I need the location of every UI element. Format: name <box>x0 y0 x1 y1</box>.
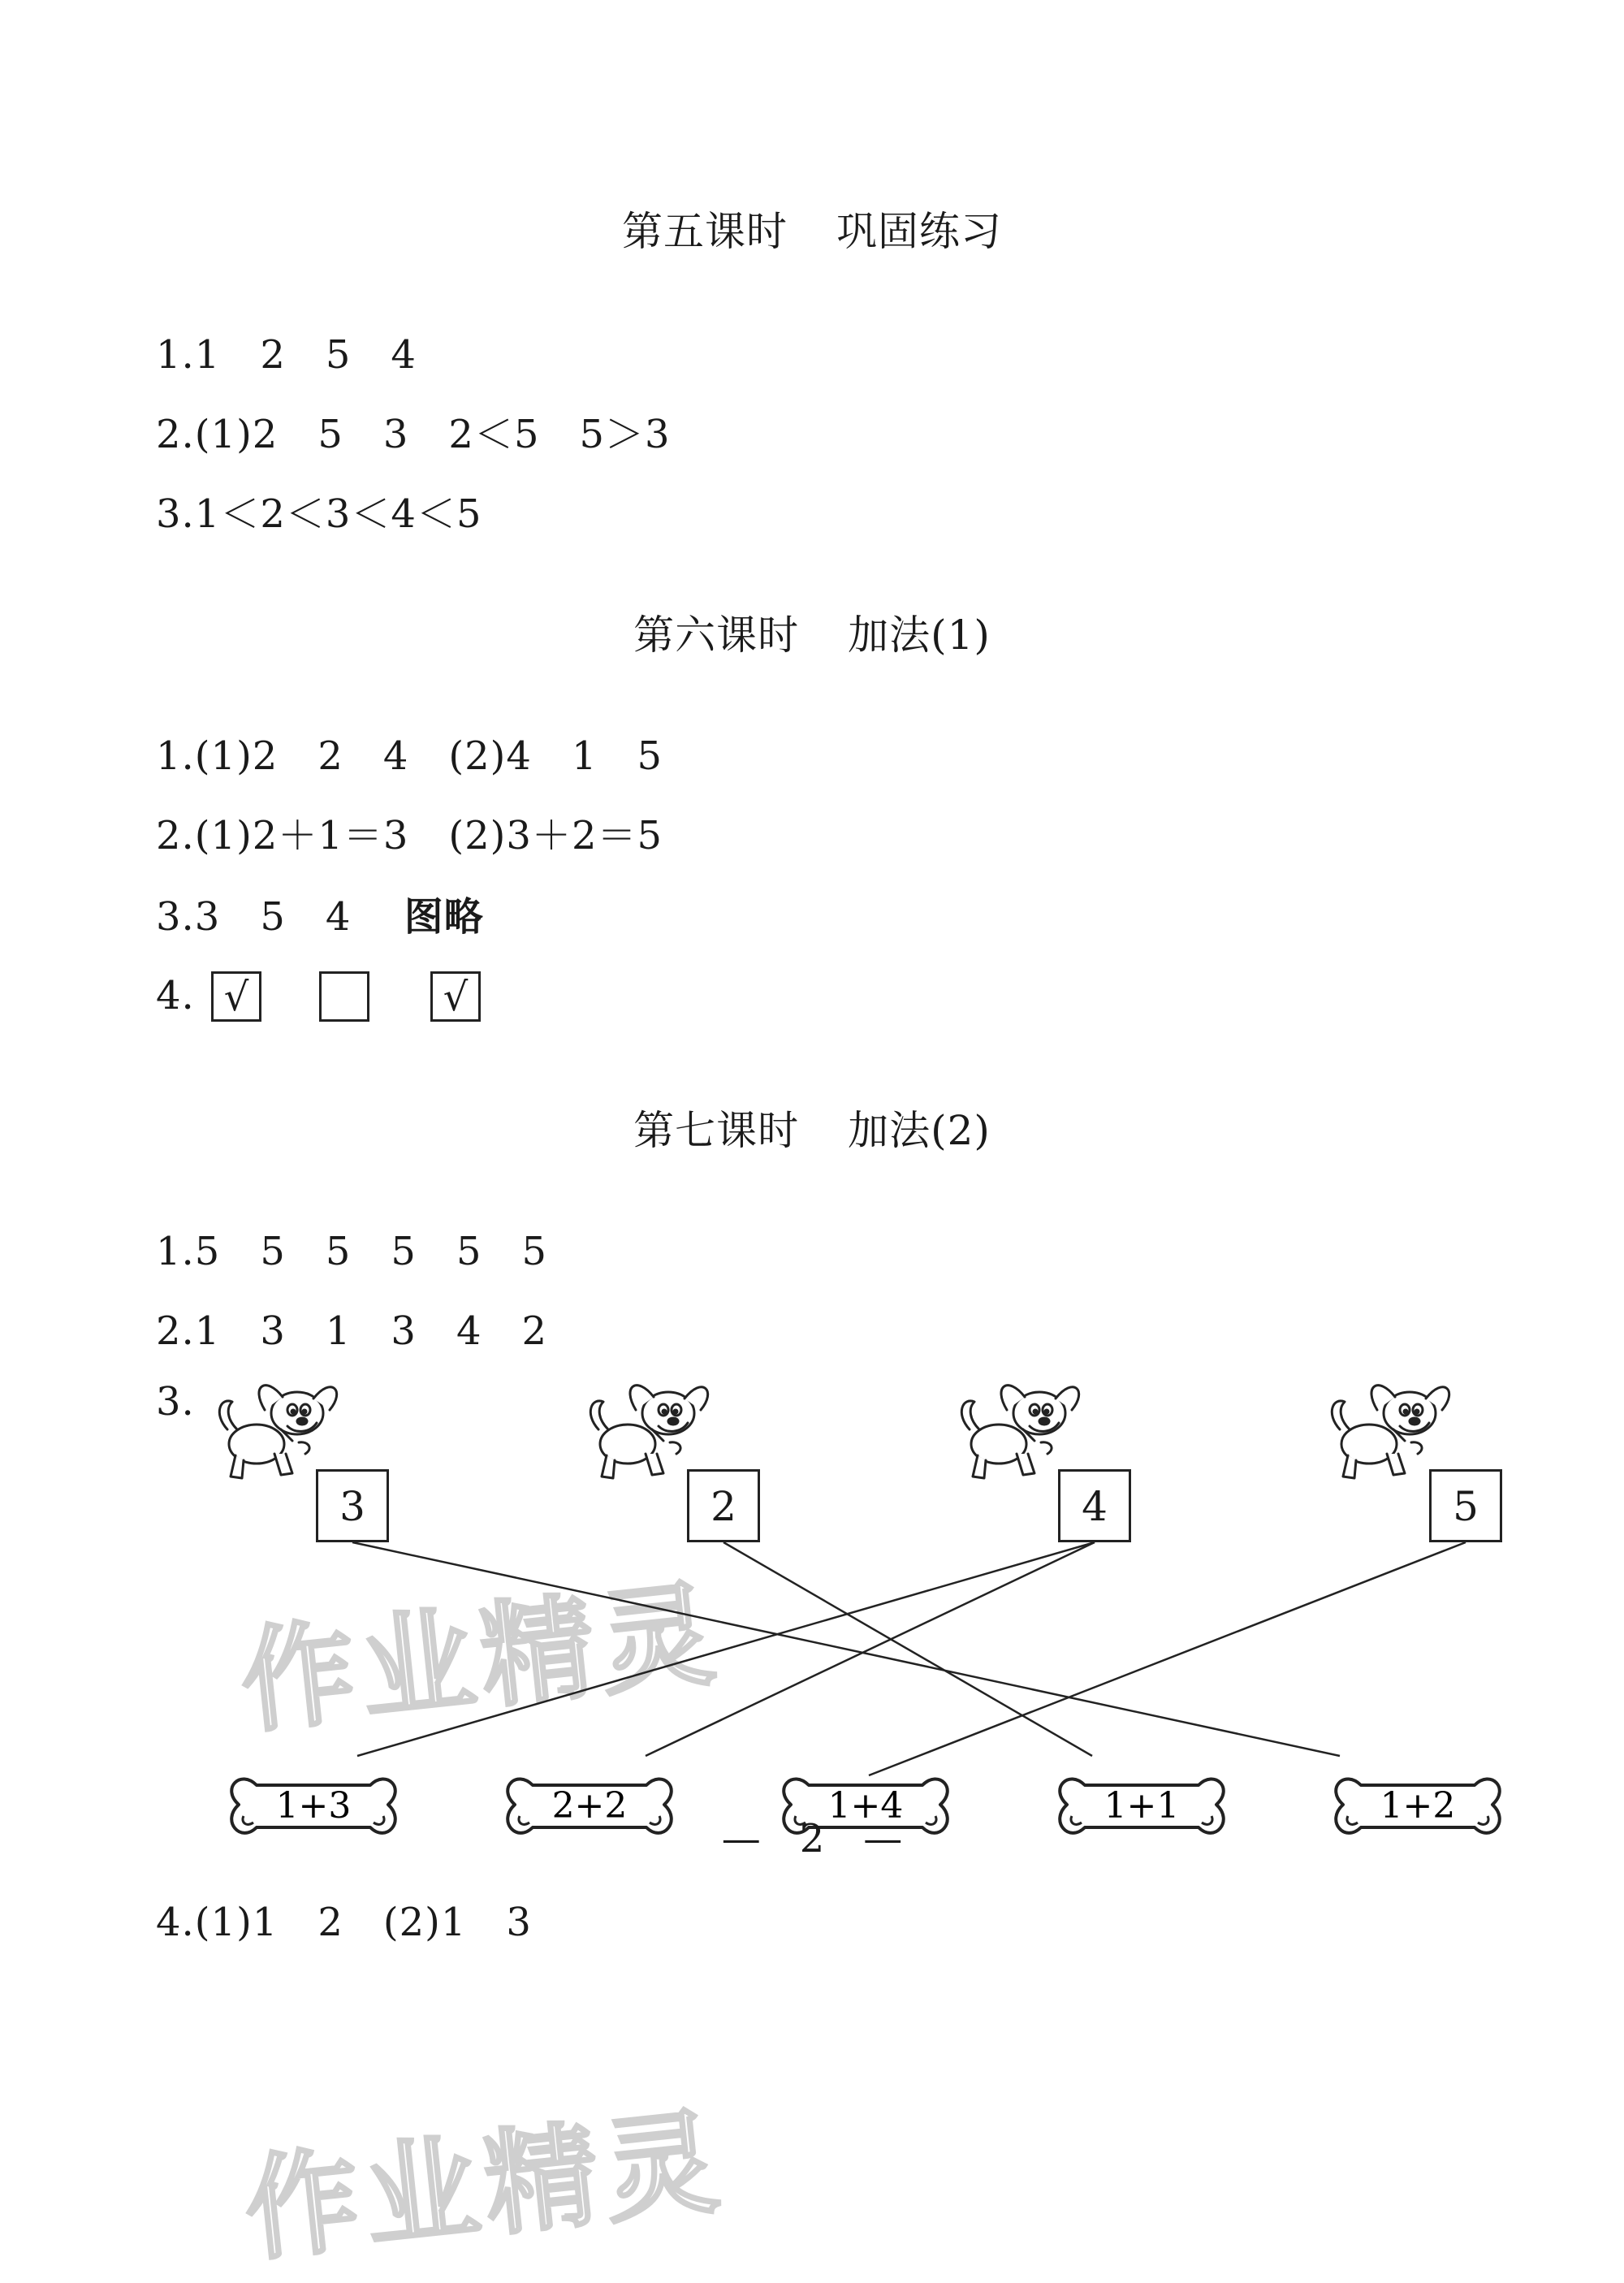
answer-line: 3.1＜2＜3＜4＜5 <box>156 491 482 537</box>
match-line <box>646 1542 1095 1756</box>
answer-line: 2.(1)2 5 3 2＜5 5＞3 <box>156 412 671 457</box>
q3-label: 3. <box>156 1379 195 1425</box>
section-title-5-right: 巩固练习 <box>836 208 1002 255</box>
bone-label: 1+4 <box>827 1785 904 1827</box>
section-title-5-left: 第五课时 <box>622 208 788 255</box>
answer-text: 3.3 5 4 <box>156 894 352 940</box>
bone-label: 1+1 <box>1104 1785 1180 1827</box>
section-title-6-left: 第六课时 <box>633 612 800 659</box>
section-title-6-right: 加法(1) <box>848 612 991 659</box>
section-title-7-right: 加法(2) <box>848 1107 991 1154</box>
bone-label: 1+3 <box>275 1785 352 1827</box>
dog-number-box: 5 <box>1429 1469 1502 1542</box>
dog-number-box: 2 <box>687 1469 760 1542</box>
dog-illustration <box>1332 1386 1449 1478</box>
match-line <box>869 1542 1466 1775</box>
answer-line: 1.1 2 5 4 <box>156 332 417 378</box>
dog-illustration <box>219 1386 336 1478</box>
section-title-7-left: 第七课时 <box>633 1107 800 1154</box>
match-line <box>357 1542 1095 1756</box>
dog-illustration <box>590 1386 707 1478</box>
omitted-note: 图略 <box>404 894 484 940</box>
answer-line: 2.1 3 1 3 4 2 <box>156 1308 548 1354</box>
dog-illustration <box>961 1386 1078 1478</box>
watermark: 作业精灵 <box>239 2095 732 2278</box>
answer-line: 1.5 5 5 5 5 5 <box>156 1229 548 1274</box>
q4-label: 4. <box>156 973 195 1018</box>
bone-label: 1+2 <box>1380 1785 1456 1827</box>
match-line <box>723 1542 1092 1756</box>
answer-line: 1.(1)2 2 4 (2)4 1 5 <box>156 733 663 779</box>
check-box: √ <box>430 971 481 1022</box>
answer-line: 2.(1)2＋1＝3 (2)3＋2＝5 <box>156 813 663 858</box>
bone-label: 2+2 <box>551 1785 628 1827</box>
check-box: √ <box>211 971 261 1022</box>
watermark: 作业精灵 <box>235 1567 728 1750</box>
answer-line: 4.(1)1 2 (2)1 3 <box>156 1900 532 1945</box>
dog-number-box: 4 <box>1058 1469 1131 1542</box>
page-number: — 2 — <box>721 1816 903 1861</box>
dog-number-box: 3 <box>316 1469 389 1542</box>
